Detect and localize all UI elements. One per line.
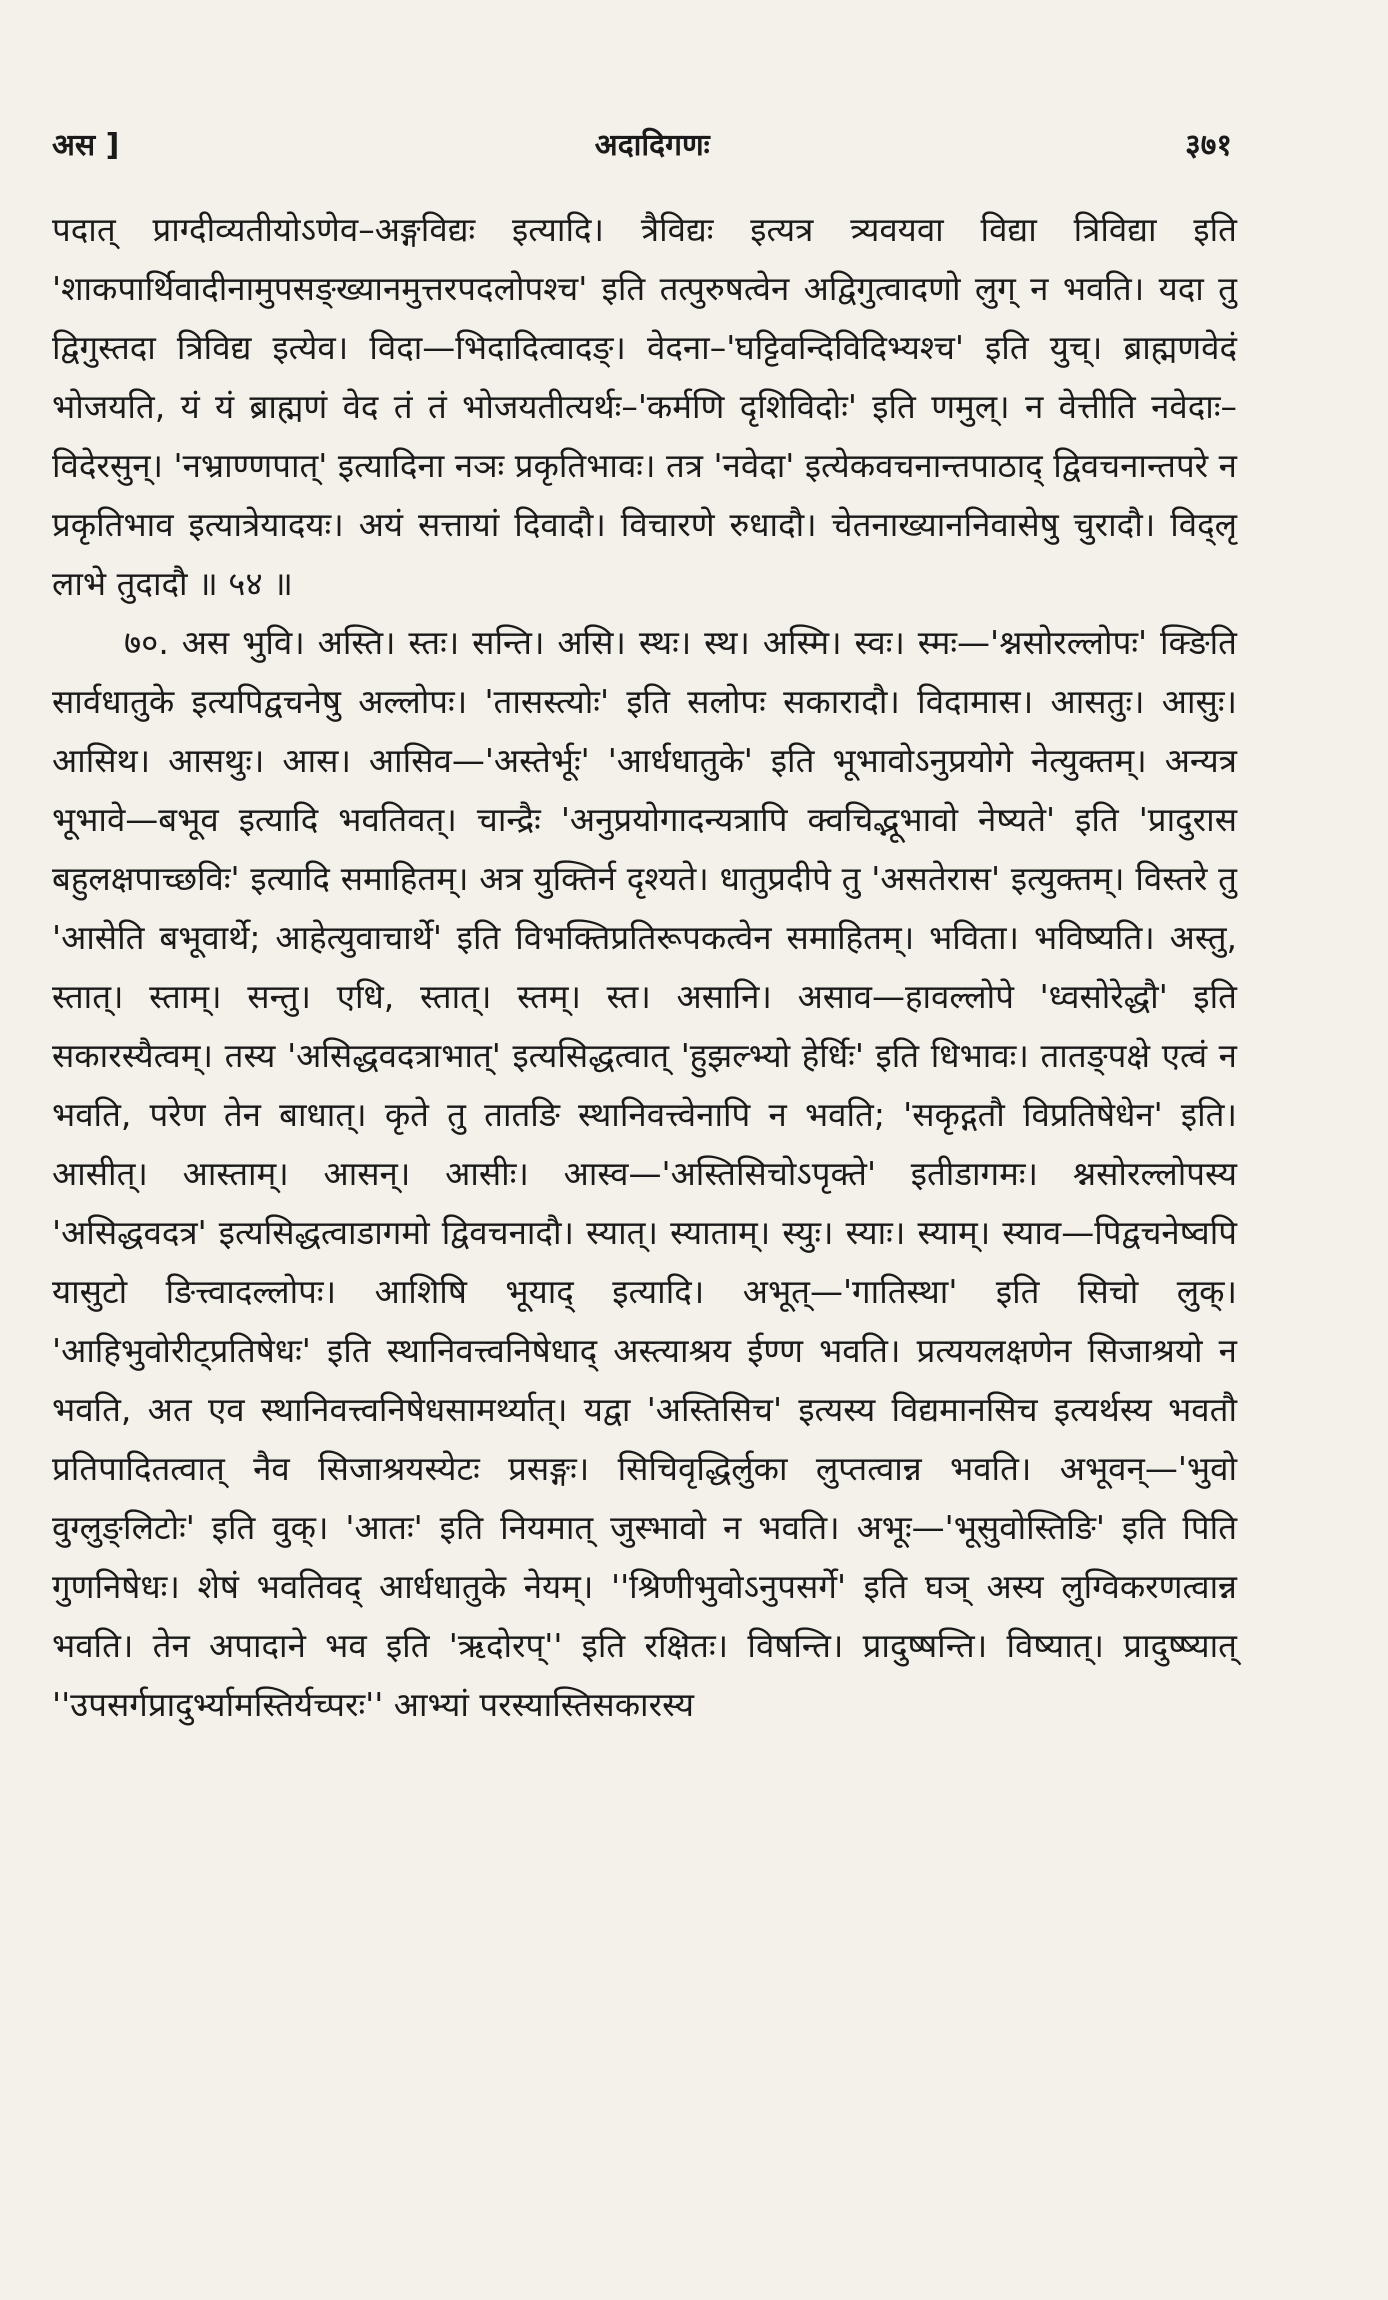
page-number: ३७१ xyxy=(1185,127,1232,163)
paragraph-1: पदात् प्राग्दीव्यतीयोऽणेव–अङ्गविद्यः इत्यादि। त्रैविद्यः इत्यत्र त्र्यवयवा विद्या त्रिविद्या इति 'शाकपार्थिवादीनामुपसङ्ख्यानमुत्तरपदलोपश्च' इति तत्पुरुषत्वेन अद्विगुत्वादणो लुग् न भवति। यदा तु द्विगुस्तदा त्रिविद्य इत्येव। विदा—भिदादित्वादङ्। वेदना–'घट्टिवन्दिविदिभ्यश्च' इति युच्। ब्राह्मणवेदं भोजयति, यं यं ब्राह्मणं वेद तं तं भोजयतीत्यर्थः–'कर्मणि दृशिविदोः' इति णमुल्। न वेत्तीति नवेदाः–विदेरसुन्। 'नभ्राण्णपात्' इत्यादिना नञः प्रकृतिभावः। तत्र 'नवेदा' इत्येकवचनान्तपाठाद् द्विवचनान्तपरे न प्रकृतिभाव इत्यात्रेयादयः। अयं सत्तायां दिवादौ। विचारणे रुधादौ। चेतनाख्याननिवासेषु चुरादौ। विद्लृ लाभे तुदादौ ॥ ५४ ॥ xyxy=(52,210,1237,603)
header-left: अस ] xyxy=(52,127,120,163)
header-center: अदादिगणः xyxy=(594,127,710,163)
paragraph-2: ७०. अस भुवि। अस्ति। स्तः। सन्ति। असि। स्थः। स्थ। अस्मि। स्वः। स्मः—'श्नसोरल्लोपः' क्ङिति सार्वधातुके इत्यपिद्वचनेषु अल्लोपः। 'तासस्त्योः' इति सलोपः सकारादौ। विदामास। आसतुः। आसुः। आसिथ। आसथुः। आस। आसिव—'अस्तेर्भूः' 'आर्धधातुके' इति भूभावोऽनुप्रयोगे नेत्युक्तम्। अन्यत्र भूभावे—बभूव इत्यादि भवतिवत्। चान्द्रैः 'अनुप्रयोगादन्यत्रापि क्वचिद्भूभावो नेष्यते' इति 'प्रादुरास बहुलक्षपाच्छविः' इत्यादि समाहितम्। अत्र युक्तिर्न दृश्यते। धातुप्रदीपे तु 'असतेरास' इत्युक्तम्। विस्तरे तु 'आसेति बभूवार्थे; आहेत्युवाचार्थे' इति विभक्तिप्रतिरूपकत्वेन समाहितम्। भविता। भविष्यति। अस्तु, स्तात्। स्ताम्। सन्तु। एधि, स्तात्। स्तम्। स्त। असानि। असाव—हावल्लोपे 'ध्वसोरेद्धौ' इति सकारस्यैत्वम्। तस्य 'असिद्धवदत्राभात्' इत्यसिद्धत्वात् 'हुझल्भ्यो हेर्धिः' इति धिभावः। तातङ्पक्षे एत्वं न भवति, परेण तेन बाधात्। कृते तु तातङि स्थानिवत्त्वेनापि न भवति; 'सकृद्गतौ विप्रतिषेधेन' इति। आसीत्। आस्ताम्। आसन्। आसीः। आस्व—'अस्तिसिचोऽपृक्ते' इतीडागमः। श्नसोरल्लोपस्य 'असिद्धवदत्र' इत्यसिद्धत्वाडागमो द्विवचनादौ। स्यात्। स्याताम्। स्युः। स्याः। स्याम्। स्याव—पिद्वचनेष्वपि यासुटो ङित्त्वादल्लोपः। आशिषि भूयाद् इत्यादि। अभूत्—'गातिस्था' इति सिचो लुक्। 'आहिभुवोरीट्प्रतिषेधः' इति स्थानिवत्त्वनिषेधाद् अस्त्याश्रय ईण्ण भवति। प्रत्ययलक्षणेन सिजाश्रयो न भवति, अत एव स्थानिवत्त्वनिषेधसामर्थ्यात्। यद्वा 'अस्तिसिच' इत्यस्य विद्यमानसिच इत्यर्थस्य भवतौ प्रतिपादितत्वात् नैव सिजाश्रयस्येटः प्रसङ्गः। सिचिवृद्धिर्लुका लुप्तत्वान्न भवति। अभूवन्—'भुवो वुग्लुङ्लिटोः' इति वुक्। 'आतः' इति नियमात् जुस्भावो न भवति। अभूः—'भूसुवोस्तिङि' इति पिति गुणनिषेधः। शेषं भवतिवद् आर्धधातुके नेयम्। ''श्रिणीभुवोऽनुपसर्गे' इति घञ् अस्य लुग्विकरणत्वान्न भवति। तेन अपादाने भव इति 'ऋदोरप्'' इति रक्षितः। विषन्ति। प्रादुष्षन्ति। विष्यात्। प्रादुष्ष्यात् ''उपसर्गप्रादुर्भ्यामस्तिर्यच्परः'' आभ्यां परस्यास्तिसकारस्य xyxy=(52,623,1237,1724)
running-header xyxy=(52,118,1232,168)
body-text xyxy=(52,200,1237,1734)
